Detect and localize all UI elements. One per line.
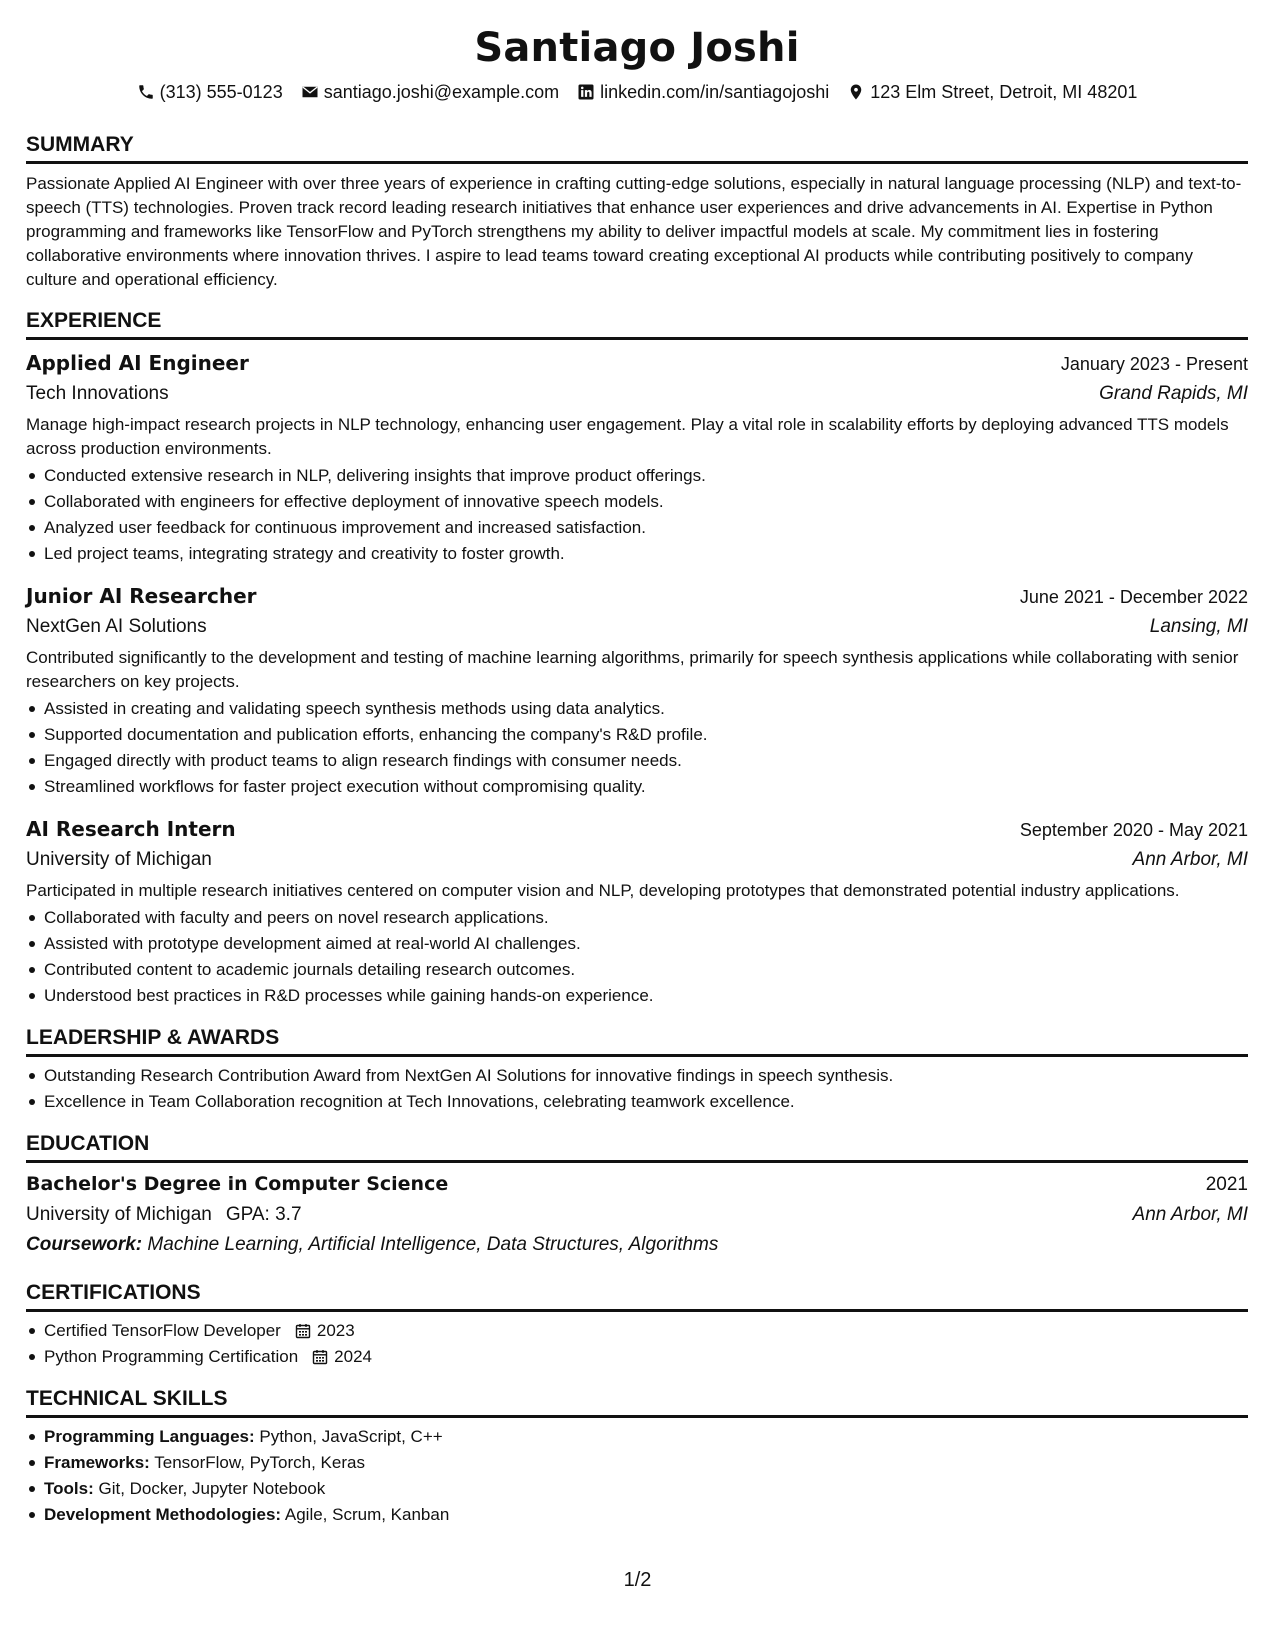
contact-bar — [26, 80, 1248, 104]
degree: Bachelor's Degree in Computer Science — [26, 1173, 449, 1195]
gpa: GPA: 3.7 — [225, 1204, 302, 1225]
graduation-year: 2021 — [1205, 1174, 1248, 1195]
job-title: Junior AI Researcher — [26, 584, 257, 608]
skill-label: Frameworks: — [44, 1453, 150, 1472]
list-item: Supported documentation and publication efforts, enhancing the company's R&D profile. — [44, 722, 1248, 748]
list-item: Collaborated with engineers for effective deployment of innovative speech models. — [44, 489, 1248, 515]
skill-value: Agile, Scrum, Kanban — [284, 1505, 450, 1524]
list-item — [44, 1502, 1248, 1528]
school-line — [26, 1200, 302, 1230]
list-item — [44, 1450, 1248, 1476]
list-item — [44, 1344, 1248, 1370]
address-text: 123 Elm Street, Detroit, MI 48201 — [870, 82, 1138, 102]
list-item: Analyzed user feedback for continuous improvement and increased satisfaction. — [44, 515, 1248, 541]
section-title-leadership: LEADERSHIP & AWARDS — [26, 1025, 1248, 1057]
list-item: Excellence in Team Collaboration recognition at Tech Innovations, celebrating teamwork excellence. — [44, 1089, 1248, 1115]
phone-icon — [137, 83, 155, 101]
job-bullets — [26, 696, 1248, 800]
job-entry — [26, 814, 1248, 1009]
education-section — [26, 1131, 1248, 1260]
job-description: Contributed significantly to the development and testing of machine learning algorithms, primarily for speech synthesis applications while collaborating with senior researchers on key projects. — [26, 648, 1239, 691]
contact-email[interactable] — [301, 80, 559, 104]
leadership-section — [26, 1025, 1248, 1115]
job-company: Tech Innovations — [26, 383, 169, 404]
job-location: Ann Arbor, MI — [1132, 849, 1248, 870]
coursework-label: Coursework: — [26, 1234, 143, 1255]
summary-section — [26, 132, 1248, 292]
envelope-icon — [301, 83, 319, 101]
list-item — [44, 1424, 1248, 1450]
cert-year: 2024 — [334, 1347, 372, 1366]
list-item: Understood best practices in R&D processes while gaining hands-on experience. — [44, 983, 1248, 1009]
skills-list — [26, 1424, 1248, 1528]
list-item: Collaborated with faculty and peers on novel research applications. — [44, 905, 1248, 931]
skill-label: Tools: — [44, 1479, 94, 1498]
resume-page — [26, 22, 1248, 1528]
skill-label: Development Methodologies: — [44, 1505, 282, 1524]
section-title-certifications: CERTIFICATIONS — [26, 1280, 1248, 1312]
summary-text: Passionate Applied AI Engineer with over three years of experience in crafting cutting-edge solutions, especially in natural language processing (NLP) and text-to-speech (TTS) technologies. Proven track record leading research initiatives that enhance user experiences and drive advancements in AI. Expertise in Python programming and frameworks like TensorFlow and PyTorch strengthens my ability to deliver impactful models at scale. My commitment lies in fostering collaborative environments where innovation thrives. I aspire to lead teams toward creating exceptional AI products while contributing positively to company culture and operational efficiency. — [26, 174, 1242, 289]
job-entry — [26, 348, 1248, 567]
job-company: University of Michigan — [26, 849, 212, 870]
job-entry — [26, 581, 1248, 800]
section-title-experience: EXPERIENCE — [26, 308, 1248, 340]
job-dates: January 2023 - Present — [1060, 354, 1248, 374]
job-bullets — [26, 463, 1248, 567]
calendar-icon — [295, 1323, 311, 1339]
calendar-icon — [312, 1349, 328, 1365]
section-title-skills: TECHNICAL SKILLS — [26, 1386, 1248, 1418]
cert-name: Certified TensorFlow Developer — [44, 1321, 281, 1340]
skill-value: Python, JavaScript, C++ — [259, 1427, 443, 1446]
education-entry — [26, 1169, 1248, 1260]
list-item: Contributed content to academic journals detailing research outcomes. — [44, 957, 1248, 983]
list-item: Streamlined workflows for faster project execution without compromising quality. — [44, 774, 1248, 800]
list-item: Led project teams, integrating strategy and creativity to foster growth. — [44, 541, 1248, 567]
contact-phone — [137, 80, 283, 104]
map-pin-icon — [847, 83, 865, 101]
skill-value: TensorFlow, PyTorch, Keras — [154, 1453, 365, 1472]
list-item — [44, 1318, 1248, 1344]
candidate-name: Santiago Joshi — [474, 25, 800, 71]
job-location: Grand Rapids, MI — [1099, 383, 1248, 404]
skill-label: Programming Languages: — [44, 1427, 255, 1446]
contact-linkedin[interactable] — [577, 80, 829, 104]
list-item: Conducted extensive research in NLP, delivering insights that improve product offerings. — [44, 463, 1248, 489]
list-item: Engaged directly with product teams to align research findings with consumer needs. — [44, 748, 1248, 774]
coursework — [26, 1230, 1248, 1260]
list-item: Assisted with prototype development aimed at real-world AI challenges. — [44, 931, 1248, 957]
skills-section — [26, 1386, 1248, 1528]
skill-value: Git, Docker, Jupyter Notebook — [98, 1479, 326, 1498]
coursework-list: Machine Learning, Artificial Intelligence, Data Structures, Algorithms — [147, 1234, 719, 1255]
contact-address — [847, 80, 1137, 104]
certifications-section — [26, 1280, 1248, 1370]
list-item — [44, 1476, 1248, 1502]
job-description: Participated in multiple research initiatives centered on computer vision and NLP, developing prototypes that demonstrated potential industry applications. — [26, 881, 1180, 900]
job-title: Applied AI Engineer — [26, 351, 249, 375]
page-number: 1/2 — [623, 1569, 652, 1591]
experience-section — [26, 308, 1248, 1009]
cert-name: Python Programming Certification — [44, 1347, 299, 1366]
job-company: NextGen AI Solutions — [26, 616, 207, 637]
section-title-education: EDUCATION — [26, 1131, 1248, 1163]
certifications-list — [26, 1318, 1248, 1370]
linkedin-icon — [577, 83, 595, 101]
awards-list — [26, 1063, 1248, 1115]
list-item: Outstanding Research Contribution Award from NextGen AI Solutions for innovative findings in speech synthesis. — [44, 1063, 1248, 1089]
job-title: AI Research Intern — [26, 817, 236, 841]
phone-text: (313) 555-0123 — [159, 82, 283, 102]
job-description: Manage high-impact research projects in NLP technology, enhancing user engagement. Play a vital role in scalability efforts by deploying advanced TTS models across production environments. — [26, 415, 1229, 458]
job-dates: June 2021 - December 2022 — [1019, 587, 1248, 607]
job-dates: September 2020 - May 2021 — [1019, 820, 1248, 840]
email-text: santiago.joshi@example.com — [323, 82, 560, 102]
job-bullets — [26, 905, 1248, 1009]
list-item: Assisted in creating and validating speech synthesis methods using data analytics. — [44, 696, 1248, 722]
section-title-summary: SUMMARY — [26, 132, 1248, 164]
school-name: University of Michigan — [26, 1204, 212, 1225]
cert-year: 2023 — [316, 1321, 355, 1340]
linkedin-text: linkedin.com/in/santiagojoshi — [600, 82, 830, 102]
job-location: Lansing, MI — [1149, 616, 1248, 637]
school-location: Ann Arbor, MI — [1132, 1204, 1248, 1225]
